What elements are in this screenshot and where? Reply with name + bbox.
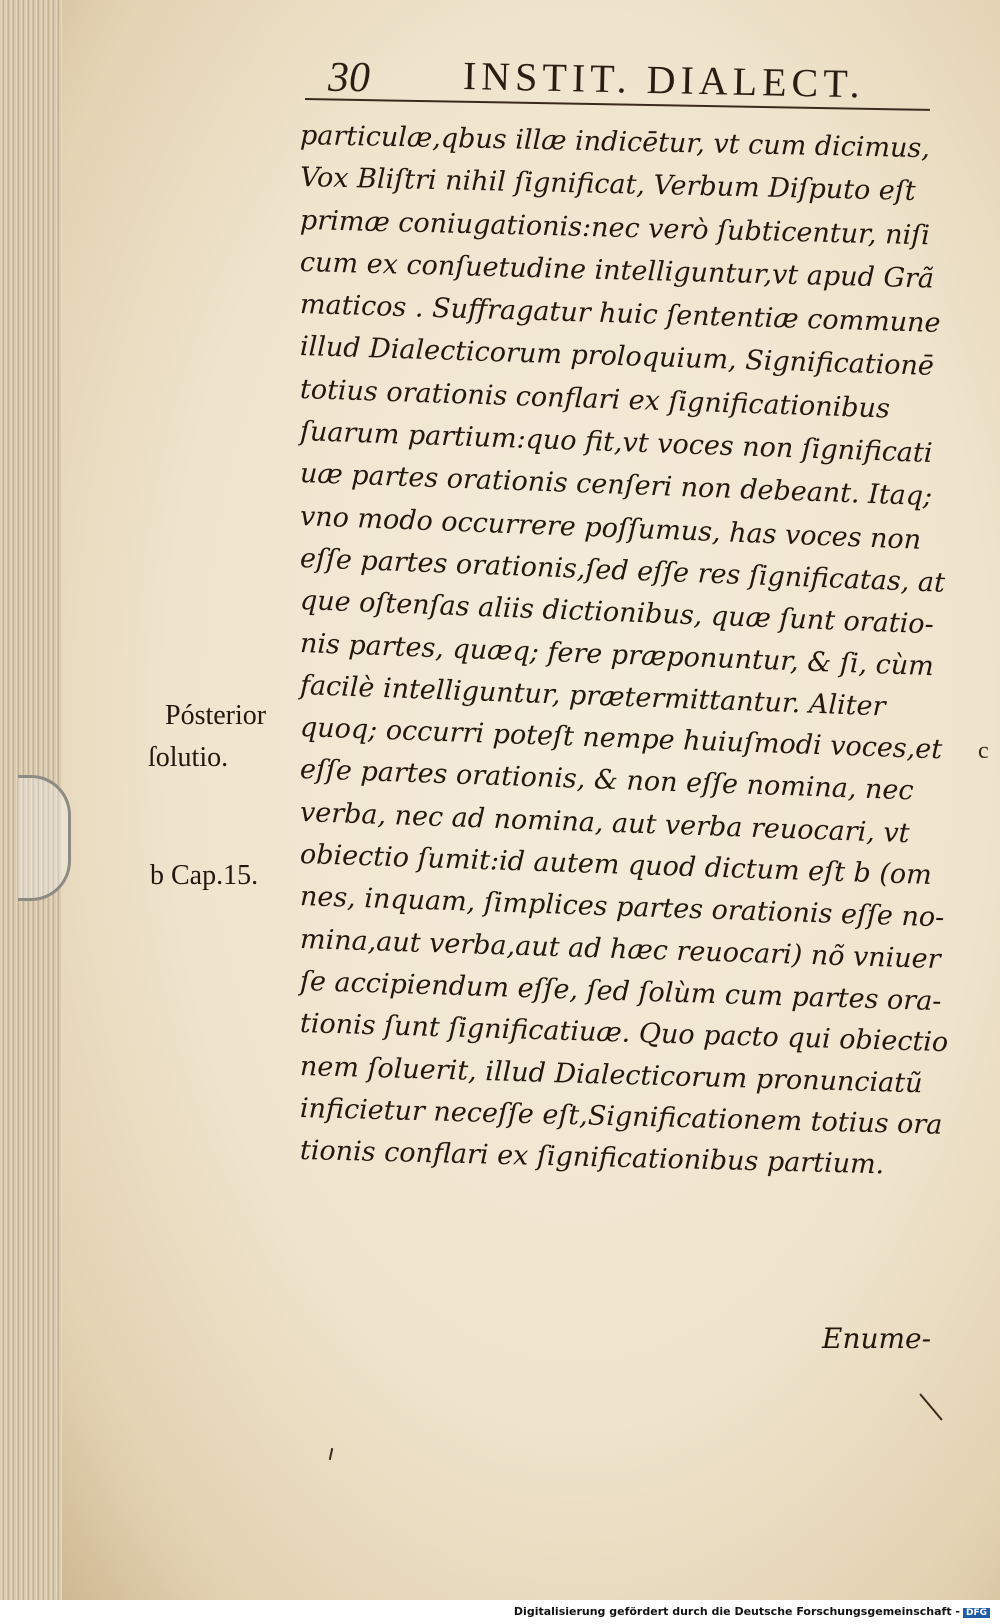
margin-note-solutio: ſolutio. [148,742,229,773]
text-line: eſſe partes orationis, & non eſſe nomina, nec [299,754,915,807]
text-line: illud Dialecticorum proloquium, Significationē [299,331,935,383]
clasp-band [18,775,71,901]
text-line: tionis conflari ex ſignificationibus partium. [299,1135,885,1181]
text-line: vno modo occurrere poſſumus, has voces non [299,500,922,556]
text-line: tionis ſunt ſignificatiuæ. Quo pacto qui obiectio [299,1008,949,1059]
text-line: mina,aut verba,aut ad hæc reuocari) nõ vniuer [299,923,942,975]
text-line: primæ coniugationis:nec verò ſubticentur, niſi [299,204,931,251]
text-line: Vox Bliſtri nihil ſignificat, Verbum Diſputo eſt [299,162,917,208]
text-line: facilè intelliguntur, prætermittantur. Aliter [299,669,886,723]
text-line: verba, nec ad nomina, aut verba reuocari, vt [299,796,911,850]
text-line: nem ſoluerit, illud Dialecticorum pronunciatũ [299,1050,923,1099]
text-line: nis partes, quæq; fere præponuntur, & ſi, cùm [299,627,935,682]
text-line: maticos . Suffragatur huic ſententiæ commune [299,289,941,340]
margin-note-posterior: Pósterior [165,700,267,731]
text-line: totius orationis conflari ex ſignificationibus [299,373,891,425]
footer-credit [514,1605,990,1618]
page-number: 30 [328,55,370,101]
footer-credit-text: Digitalisierung gefördert durch die Deutsche Forschungsgemeinschaft - [513,1605,960,1618]
margin-note-cap-reference: b Cap.15. [150,860,259,891]
catchword: Enume- [822,1322,932,1355]
text-line: nes, inquam, ſimplices partes orationis eſſe no- [299,881,945,934]
running-title: INSTIT. DIALECT. [462,53,866,107]
text-line: que oſtenſas aliis dictionibus, quæ ſunt oratio- [299,585,935,641]
text-line: ſe accipiendum eſſe, ſed ſolùm cum partes ora- [299,965,942,1018]
text-line: cum ex conſuetudine intelliguntur,vt apud Grã [299,246,935,295]
edge-letter: c [978,738,989,764]
body-text [299,115,950,1181]
text-line: obiectio ſumit:id autem quod dictum eſt b (om [299,839,933,891]
text-line: eſſe partes orationis,ſed eſſe res ſignificatas, at [299,542,946,599]
text-line: particulæ,qbus illæ indicētur, vt cum dicimus, [299,120,931,165]
text-line: quoq; occurri poteſt nempe huiuſmodi voces,et [299,712,943,766]
text-line: ſuarum partium:quo fit,vt voces non ſignificati [299,416,933,470]
dfg-logo: DFG [963,1608,990,1618]
text-line: inficietur neceſſe eſt,Significationem totius ora [299,1092,943,1141]
text-line: uæ partes orationis cenſeri non debeant. Itaq; [299,458,933,513]
